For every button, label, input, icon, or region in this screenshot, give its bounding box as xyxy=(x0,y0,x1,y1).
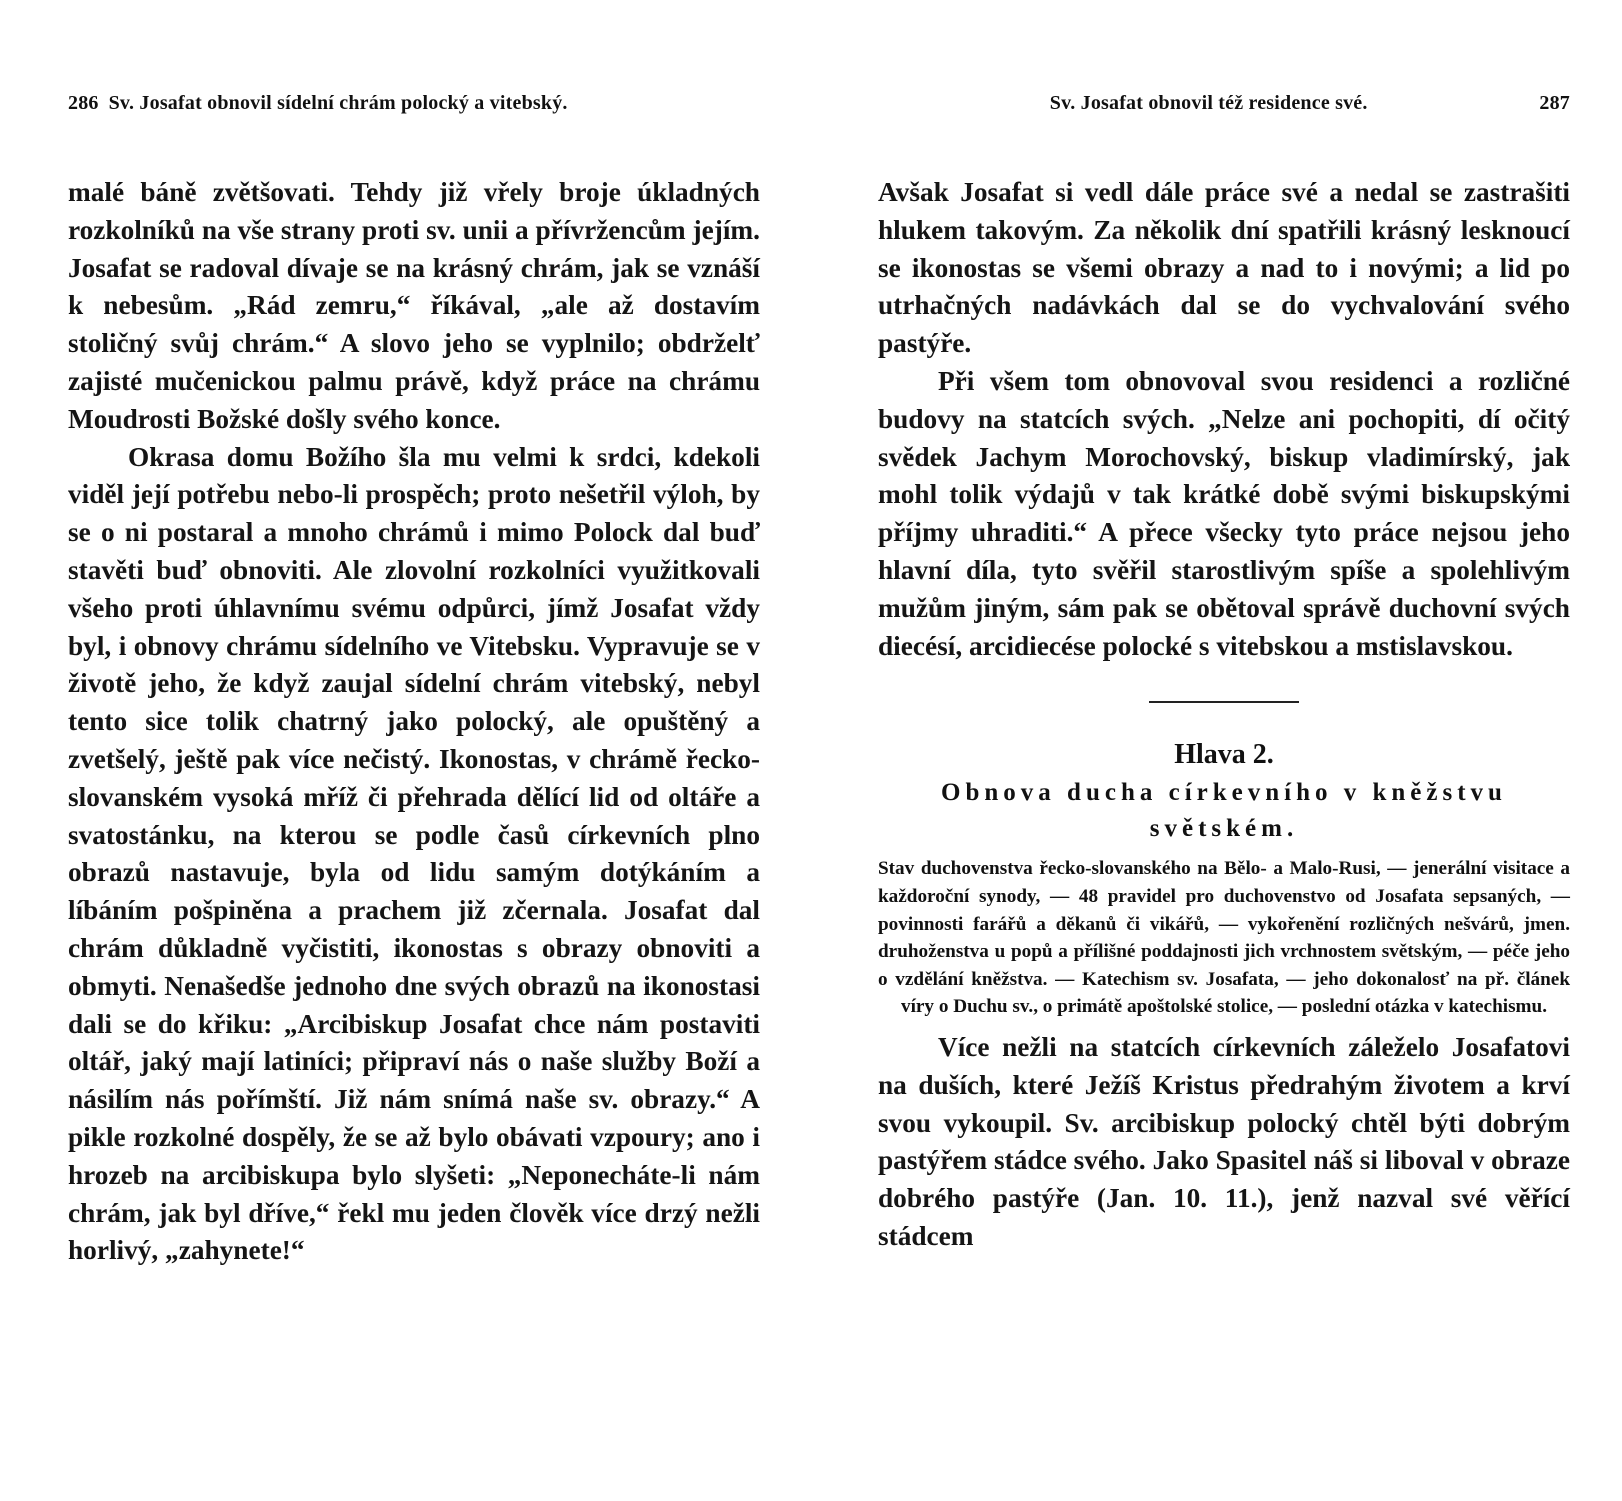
paragraph: Okrasa domu Božího šla mu velmi k srdci, kdekoli viděl její potřebu nebo-li prospěch; proto nešetřil výloh, by se o ni postaral a mnoho chrámů i mimo Polock dal buď stavěti buď obnoviti. Ale zlovolní rozkolníci využitkovali všeho proti úhlavnímu svému odpůrci, jímž Josafat vždy byl, i obnovy chrámu sídelního ve Vitebsku. Vypravuje se v životě jeho, že když zaujal sídelní chrám vitebský, nebyl tento sice tolik chatrný jako polocký, ale opuštěný a zvetšelý, ještě pak více nečistý. Ikonostas, v chrámě řecko-slovanském vysoká mříž či přehrada dělící lid od oltáře a svatostánku, na kterou se podle časů církevních plno obrazů nastavuje, byla od lidu samým dotýkáním a líbáním pošpiněna a prachem již zčernala. Josafat dal chrám důkladně vyčistiti, ikonostas s obrazy obnoviti a obmyti. Nenašedše jednoho dne svých obrazů na ikonostasi dali se do křiku: „Arcibiskup Josafat chce nám postaviti oltář, jaký mají latiníci; připraví nás o naše služby Boží a násilím nás pořímští. Již nám snímá naše sv. obrazy.“ A pikle rozkolné dospěly, že se až bylo obávati vzpoury; ano i hrozeb na arcibiskupa bylo slyšeti: „Neponecháte-li nám chrám, jak byl dříve,“ řekl mu jeden člověk více drzý nežli horlivý, „zahynete!“ xyxy=(68,441,760,1266)
left-page xyxy=(68,92,760,1270)
right-page-body xyxy=(878,174,1570,1256)
paragraph: malé báně zvětšovati. Tehdy již vřely broje úkladných rozkolníků na vše strany proti sv. unii a přívržencům jejím. Josafat se radoval dívaje se na krásný chrám, jak se vznáší k nebesům. „Rád zemru,“ říkával, „ale až dostavím stoličný svůj chrám.“ A slovo jeho se vyplnilo; obdrželť zajisté mučenickou palmu právě, když práce na chrámu Moudrosti Božské došly svého konce. xyxy=(68,177,760,434)
right-running-head xyxy=(878,92,1570,128)
left-running-head xyxy=(68,92,760,128)
left-page-body xyxy=(68,174,760,1270)
chapter-heading: Hlava 2. xyxy=(1174,739,1274,771)
left-page-number: 286 xyxy=(68,92,99,114)
section-divider xyxy=(1149,701,1299,703)
paragraph: Více nežli na statcích církevních záleželo Josafatovi na duších, které Ježíš Kristus předrahým životem a krví svou vykoupil. Sv. arcibiskup polocký chtěl býti dobrým pastýřem stádce svého. Jako Spasitel náš si liboval v obraze dobrého pastýře (Jan. 10. 11.), jenž nazval své věřící stádcem xyxy=(878,1031,1570,1251)
left-running-title: Sv. Josafat obnovil sídelní chrám polocký a vitebský. xyxy=(108,92,568,114)
chapter-summary: Stav duchovenstva řecko-slovanského na Bělo- a Malo-Rusi, — jenerální visitace a každoroční synody, — 48 pravidel pro duchovenstvo od Josafata sepsaných, — povinnosti farářů a děkanů či vikářů, — vykořenění rozličných nešvárů, jmen. druhoženstva u popů a přílišné poddajnosti jich vrchnostem světským, — péče jeho o vzdělání kněžstva. — Katechism sv. Josafata, — jeho dokonalosť na př. článek víry o Duchu sv., o primátě apoštolské stolice, — poslední otázka v katechismu. xyxy=(878,858,1570,1018)
right-page-number: 287 xyxy=(1539,92,1570,114)
chapter-title: Obnova ducha církevního v kněžstvu světském. xyxy=(941,779,1507,843)
paragraph: Při všem tom obnovoval svou residenci a rozličné budovy na statcích svých. „Nelze ani pochopiti, dí očitý svědek Jachym Morochovský, biskup vladimírský, jak mohl tolik výdajů v tak krátké době svými biskupskými příjmy uhraditi.“ A přece všecky tyto práce nejsou jeho hlavní díla, tyto svěřil starostlivým spíše a spolehlivým mužům jiným, sám pak se obětoval správě duchovní svých diecésí, arcidiecése polocké s vitebskou a mstislavskou. xyxy=(878,365,1570,661)
right-page xyxy=(878,92,1570,1256)
right-running-title: Sv. Josafat obnovil též residence své. xyxy=(1049,92,1368,114)
paragraph: Avšak Josafat si vedl dále práce své a nedal se zastrašiti hlukem takovým. Za několik dní spatřili krásný lesknoucí se ikonostas se všemi obrazy a nad to i novými; a lid po utrhačných nadávkách dal se do vychvalování svého pastýře. xyxy=(878,177,1570,359)
